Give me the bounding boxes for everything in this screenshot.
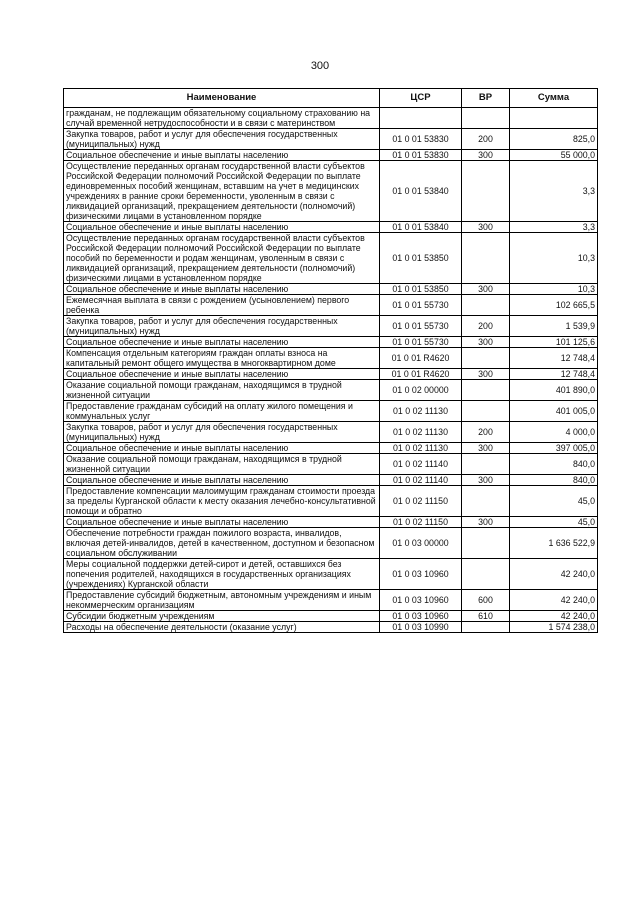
- cell-vr: [462, 295, 510, 316]
- cell-name: Оказание социальной помощи гражданам, находящимся в трудной жизненной ситуации: [64, 380, 380, 401]
- table-row: [64, 108, 598, 129]
- table-row: [64, 161, 598, 222]
- column-header-sum: Сумма: [510, 89, 598, 108]
- table-row: [64, 475, 598, 486]
- cell-name: Социальное обеспечение и иные выплаты населению: [64, 517, 380, 528]
- cell-name: Социальное обеспечение и иные выплаты населению: [64, 337, 380, 348]
- cell-sum: 10,3: [510, 233, 598, 284]
- cell-csr: 01 0 01 R4620: [380, 348, 462, 369]
- cell-vr: 300: [462, 475, 510, 486]
- table-row: [64, 233, 598, 284]
- cell-sum: [510, 108, 598, 129]
- cell-sum: 1 539,9: [510, 316, 598, 337]
- column-header-name: Наименование: [64, 89, 380, 108]
- table-row: [64, 486, 598, 517]
- cell-name: Обеспечение потребности граждан пожилого возраста, инвалидов, включая детей-инвалидов, детей в качественном, доступном и безопасном социальном обслуживании: [64, 528, 380, 559]
- cell-csr: 01 0 01 55730: [380, 316, 462, 337]
- cell-name: Предоставление компенсации малоимущим гражданам стоимости проезда за пределы Курганской области к месту оказания лечебно-консультативной помощи и обратно: [64, 486, 380, 517]
- cell-csr: 01 0 01 53830: [380, 129, 462, 150]
- table-row: [64, 590, 598, 611]
- column-header-vr: ВР: [462, 89, 510, 108]
- cell-vr: 300: [462, 337, 510, 348]
- table-row: [64, 369, 598, 380]
- table-row: [64, 316, 598, 337]
- cell-vr: 200: [462, 129, 510, 150]
- table-row: [64, 559, 598, 590]
- cell-sum: 3,3: [510, 222, 598, 233]
- table-row: [64, 528, 598, 559]
- cell-name: Меры социальной поддержки детей-сирот и детей, оставшихся без попечения родителей, находящихся в государственных организациях (учреждениях) Курганской области: [64, 559, 380, 590]
- cell-vr: [462, 559, 510, 590]
- cell-sum: 1 636 522,9: [510, 528, 598, 559]
- cell-sum: 825,0: [510, 129, 598, 150]
- cell-name: Закупка товаров, работ и услуг для обеспечения государственных (муниципальных) нужд: [64, 129, 380, 150]
- cell-sum: 45,0: [510, 486, 598, 517]
- cell-vr: [462, 161, 510, 222]
- cell-csr: 01 0 01 53840: [380, 161, 462, 222]
- cell-name: Ежемесячная выплата в связи с рождением (усыновлением) первого ребенка: [64, 295, 380, 316]
- cell-csr: 01 0 01 53850: [380, 233, 462, 284]
- cell-name: Социальное обеспечение и иные выплаты населению: [64, 222, 380, 233]
- cell-csr: 01 0 03 10990: [380, 622, 462, 633]
- cell-sum: 401 890,0: [510, 380, 598, 401]
- table-body: [64, 108, 598, 633]
- cell-csr: 01 0 01 53850: [380, 284, 462, 295]
- cell-name: гражданам, не подлежащим обязательному социальному страхованию на случай временной нетрудоспособности и в связи с материнством: [64, 108, 380, 129]
- cell-vr: 610: [462, 611, 510, 622]
- cell-name: Социальное обеспечение и иные выплаты населению: [64, 150, 380, 161]
- cell-sum: 12 748,4: [510, 369, 598, 380]
- cell-csr: 01 0 02 00000: [380, 380, 462, 401]
- cell-vr: [462, 108, 510, 129]
- cell-name: Закупка товаров, работ и услуг для обеспечения государственных (муниципальных) нужд: [64, 422, 380, 443]
- table-row: [64, 517, 598, 528]
- cell-sum: 4 000,0: [510, 422, 598, 443]
- table-row: [64, 380, 598, 401]
- table-row: [64, 150, 598, 161]
- cell-sum: 12 748,4: [510, 348, 598, 369]
- cell-csr: 01 0 01 55730: [380, 295, 462, 316]
- cell-vr: [462, 622, 510, 633]
- table-row: [64, 401, 598, 422]
- cell-csr: 01 0 02 11130: [380, 422, 462, 443]
- cell-vr: [462, 401, 510, 422]
- budget-table: [63, 88, 598, 633]
- cell-csr: 01 0 02 11150: [380, 486, 462, 517]
- cell-csr: 01 0 02 11130: [380, 401, 462, 422]
- cell-name: Социальное обеспечение и иные выплаты населению: [64, 475, 380, 486]
- cell-name: Субсидии бюджетным учреждениям: [64, 611, 380, 622]
- cell-sum: 42 240,0: [510, 559, 598, 590]
- column-header-csr: ЦСР: [380, 89, 462, 108]
- cell-name: Расходы на обеспечение деятельности (оказание услуг): [64, 622, 380, 633]
- table-row: [64, 129, 598, 150]
- cell-sum: 10,3: [510, 284, 598, 295]
- cell-vr: 300: [462, 222, 510, 233]
- cell-csr: 01 0 01 R4620: [380, 369, 462, 380]
- cell-name: Социальное обеспечение и иные выплаты населению: [64, 369, 380, 380]
- cell-vr: [462, 380, 510, 401]
- cell-sum: 840,0: [510, 454, 598, 475]
- cell-csr: 01 0 01 55730: [380, 337, 462, 348]
- cell-csr: 01 0 03 00000: [380, 528, 462, 559]
- cell-sum: 45,0: [510, 517, 598, 528]
- cell-name: Предоставление субсидий бюджетным, автономным учреждениям и иным некоммерческим организациям: [64, 590, 380, 611]
- table-row: [64, 295, 598, 316]
- table-row: [64, 622, 598, 633]
- cell-name: Закупка товаров, работ и услуг для обеспечения государственных (муниципальных) нужд: [64, 316, 380, 337]
- table-row: [64, 422, 598, 443]
- cell-sum: 397 005,0: [510, 443, 598, 454]
- cell-vr: [462, 454, 510, 475]
- page-number: 300: [310, 60, 330, 72]
- cell-vr: 600: [462, 590, 510, 611]
- cell-vr: 200: [462, 422, 510, 443]
- table-row: [64, 454, 598, 475]
- cell-sum: 102 665,5: [510, 295, 598, 316]
- cell-vr: [462, 348, 510, 369]
- cell-sum: 55 000,0: [510, 150, 598, 161]
- cell-csr: 01 0 01 53840: [380, 222, 462, 233]
- cell-vr: 200: [462, 316, 510, 337]
- cell-name: Компенсация отдельным категориям граждан оплаты взноса на капитальный ремонт общего имущества в многоквартирном доме: [64, 348, 380, 369]
- cell-name: Осуществление переданных органам государственной власти субъектов Российской Федерации полномочий Российской Федерации по выплате единовременных пособий женщинам, вставшим на учет в медицинских учреждениях в ранние сроки беременности, уволенным в связи с ликвидацией организаций, прекращением деятельности (полномочий) физическими лицами в установленном порядке: [64, 161, 380, 222]
- table-row: [64, 443, 598, 454]
- cell-csr: 01 0 02 11150: [380, 517, 462, 528]
- cell-csr: [380, 108, 462, 129]
- table-row: [64, 611, 598, 622]
- cell-csr: 01 0 02 11140: [380, 475, 462, 486]
- cell-csr: 01 0 02 11140: [380, 454, 462, 475]
- cell-vr: [462, 528, 510, 559]
- cell-sum: 42 240,0: [510, 611, 598, 622]
- cell-sum: 42 240,0: [510, 590, 598, 611]
- cell-csr: 01 0 03 10960: [380, 611, 462, 622]
- cell-name: Социальное обеспечение и иные выплаты населению: [64, 284, 380, 295]
- cell-csr: 01 0 01 53830: [380, 150, 462, 161]
- cell-sum: 401 005,0: [510, 401, 598, 422]
- cell-csr: 01 0 03 10960: [380, 559, 462, 590]
- cell-vr: [462, 486, 510, 517]
- cell-vr: 300: [462, 443, 510, 454]
- cell-name: Осуществление переданных органам государственной власти субъектов Российской Федерации полномочий Российской Федерации по выплате пособий по беременности и родам женщинам, уволенным в связи с ликвидацией организаций, прекращением деятельности (полномочий) физическими лицами в установленном порядке: [64, 233, 380, 284]
- table-row: [64, 348, 598, 369]
- table-row: [64, 222, 598, 233]
- cell-sum: 3,3: [510, 161, 598, 222]
- cell-vr: 300: [462, 517, 510, 528]
- cell-csr: 01 0 02 11130: [380, 443, 462, 454]
- cell-name: Социальное обеспечение и иные выплаты населению: [64, 443, 380, 454]
- cell-vr: 300: [462, 284, 510, 295]
- cell-name: Оказание социальной помощи гражданам, находящимся в трудной жизненной ситуации: [64, 454, 380, 475]
- cell-sum: 1 574 238,0: [510, 622, 598, 633]
- table-row: [64, 337, 598, 348]
- table-row: [64, 284, 598, 295]
- cell-name: Предоставление гражданам субсидий на оплату жилого помещения и коммунальных услуг: [64, 401, 380, 422]
- cell-sum: 840,0: [510, 475, 598, 486]
- cell-vr: [462, 233, 510, 284]
- cell-vr: 300: [462, 369, 510, 380]
- cell-vr: 300: [462, 150, 510, 161]
- table-header-row: [64, 89, 598, 108]
- cell-sum: 101 125,6: [510, 337, 598, 348]
- cell-csr: 01 0 03 10960: [380, 590, 462, 611]
